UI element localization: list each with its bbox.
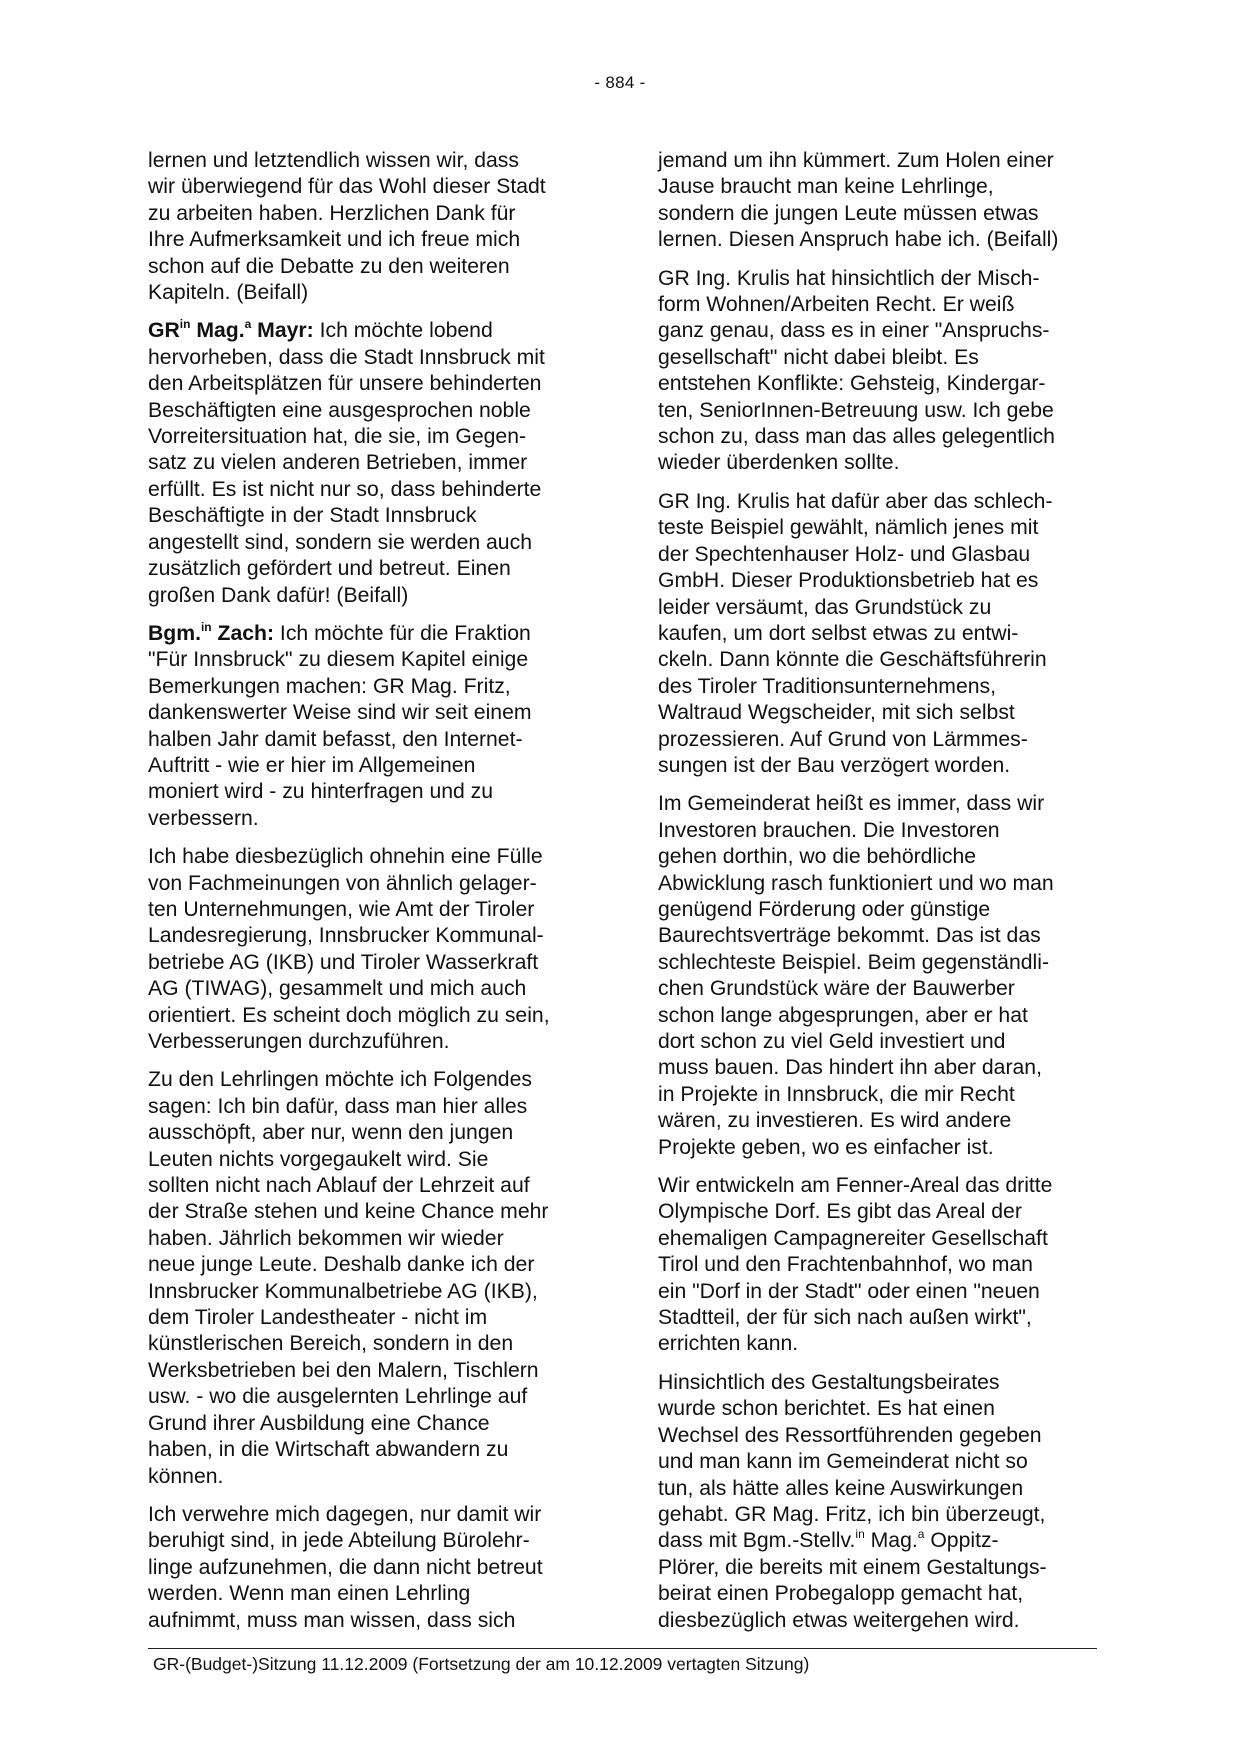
paragraph-mayr <box>148 318 593 608</box>
paragraph: Wir entwickeln am Fenner-Areal das dritte Olympische Dorf. Es gibt das Areal der ehemaligen Campagnereiter Gesellschaft Tirol und den Frachtenbahnhof, wo man ein "Dorf in der Stadt" oder einen "neuen Stadtteil, der für sich nach außen wirkt", errichten kann. <box>658 1174 1053 1356</box>
page-number: - 884 - <box>594 73 646 92</box>
paragraph: GR Ing. Krulis hat dafür aber das schlech- teste Beispiel gewählt, nämlich jenes mit der Spechtenhauser Holz- und Glasbau GmbH. Dieser Produktionsbetrieb hat es leider versäumt, das Grundstück zu kaufen, um dort selbst etwas zu entwi- ckeln. Dann könnte die Geschäftsführerin des Tiroler Traditionsunternehmens, Waltraud Wegscheider, mit sich selbst prozessieren. Auf Grund von Lärmmes- sungen ist der Bau verzögert worden. <box>658 489 1053 777</box>
paragraph: Im Gemeinderat heißt es immer, dass wir Investoren brauchen. Die Investoren gehen dorthin, wo die behördliche Abwicklung rasch funktioniert und wo man genügend Förderung oder günstige Baurechtsverträge bekommt. Das ist das schlechteste Beispiel. Beim gegenständli- chen Grundstück wäre der Bauwerber schon lange abgesprungen, aber er hat dort schon zu viel Geld investiert und muss bauen. Das hindert ihn aber daran, in Projekte in Innsbruck, die mir Recht wären, zu investieren. Es wird andere Projekte geben, wo es einfacher ist. <box>658 792 1054 1159</box>
speaker-name: $GR^{in}$ Mag.$^a$ Mayr: <box>148 317 314 343</box>
paragraph: Ich verwehre mich dagegen, nur damit wir beruhigt sind, in jede Abteilung Bürolehr- linge aufzunehmen, die dann nicht betreut werden. Wenn man einen Lehrling aufnimmt, muss man wissen, dass sich <box>148 1502 543 1632</box>
left-column <box>148 148 593 1646</box>
speech-text: Ich möchte für die Fraktion "Für Innsbruck" zu diesem Kapitel einige Bemerkungen machen: GR Mag. Fritz, dankenswerter Weise sind wir seit einem halben Jahr damit befasst, den Internet- Auftritt - wie er hier im Allgemeinen moniert wird - zu hinterfragen und zu verbessern. <box>148 621 532 830</box>
paragraph: GR Ing. Krulis hat hinsichtlich der Misch- form Wohnen/Arbeiten Recht. Er weiß ganz genau, dass es in einer "Anspruchs- gesellschaft" nicht dabei bleibt. Es entstehen Konflikte: Gehsteig, Kindergar- ten, SeniorInnen-Betreuung usw. Ich gebe schon zu, dass man das alles gelegentlich wieder überdenken sollte. <box>658 266 1055 475</box>
paragraph: Hinsichtlich des Gestaltungsbeirates wurde schon berichtet. Es hat einen Wechsel des Ressortführenden gegeben und man kann im Gemeinderat nicht so tun, als hätte alles keine Auswirkungen gehabt. GR Mag. Fritz, ich bin überzeugt, dass mit Bgm.-Stellv.$^{in}$ Mag.$^a$ Oppitz- Plörer, die bereits mit einem Gestaltungs- beirat einen Probegalopp gemacht hat, diesbezüglich etwas weitergehen wird. <box>658 1370 1047 1632</box>
paragraph: jemand um ihn kümmert. Zum Holen einer Jause braucht man keine Lehrlinge, sondern die jungen Leute müssen etwas lernen. Diesen Anspruch habe ich. (Beifall) <box>658 149 1059 252</box>
paragraph-zach <box>148 621 593 832</box>
speech-text: Ich möchte lobend hervorheben, dass die Stadt Innsbruck mit den Arbeitsplätzen für unsere behinderten Beschäftigten eine ausgesprochen noble Vorreitersituation hat, die sie, im Gegen- satz zu vielen anderen Betrieben, immer erfüllt. Es ist nicht nur so, dass behinderte Beschäftigte in der Stadt Innsbruck angestellt sind, sondern sie werden auch zusätzlich gefördert und betreut. Einen großen Dank dafür! (Beifall) <box>148 319 545 607</box>
paragraph: Ich habe diesbezüglich ohnehin eine Fülle von Fachmeinungen von ähnlich gelager- ten Unternehmungen, wie Amt der Tiroler Landesregierung, Innsbrucker Kommunal- betriebe AG (IKB) und Tiroler Wasserkraft AG (TIWAG), gesammelt und mich auch orientiert. Es scheint doch möglich zu sein, Verbesserungen durchzuführen. <box>148 845 550 1053</box>
footer-divider <box>148 1648 1097 1649</box>
footer-text: GR-(Budget-)Sitzung 11.12.2009 (Fortsetzung der am 10.12.2009 vertagten Sitzung) <box>153 1654 810 1674</box>
paragraph: Zu den Lehrlingen möchte ich Folgendes sagen: Ich bin dafür, dass man hier alles ausschöpft, aber nur, wenn den jungen Leuten nichts vorgegaukelt wird. Sie sollten nicht nach Ablauf der Lehrzeit auf der Straße stehen und keine Chance mehr haben. Jährlich bekommen wir wieder neue junge Leute. Deshalb danke ich der Innsbrucker Kommunalbetriebe AG (IKB), dem Tiroler Landestheater - nicht im künstlerischen Bereich, sondern in den Werksbetrieben bei den Malern, Tischlern usw. - wo die ausgelernten Lehrlinge auf Grund ihrer Ausbildung eine Chance haben, in die Wirtschaft abwandern zu können. <box>148 1068 549 1488</box>
right-column <box>658 148 1103 1646</box>
paragraph: lernen und letztendlich wissen wir, dass wir überwiegend für das Wohl dieser Stadt zu arbeiten haben. Herzlichen Dank für Ihre Aufmerksamkeit und ich freue mich schon auf die Debatte zu den weiteren Kapiteln. (Beifall) <box>148 149 546 305</box>
speaker-name: Bgm.$^{in}$ Zach: <box>148 619 275 645</box>
